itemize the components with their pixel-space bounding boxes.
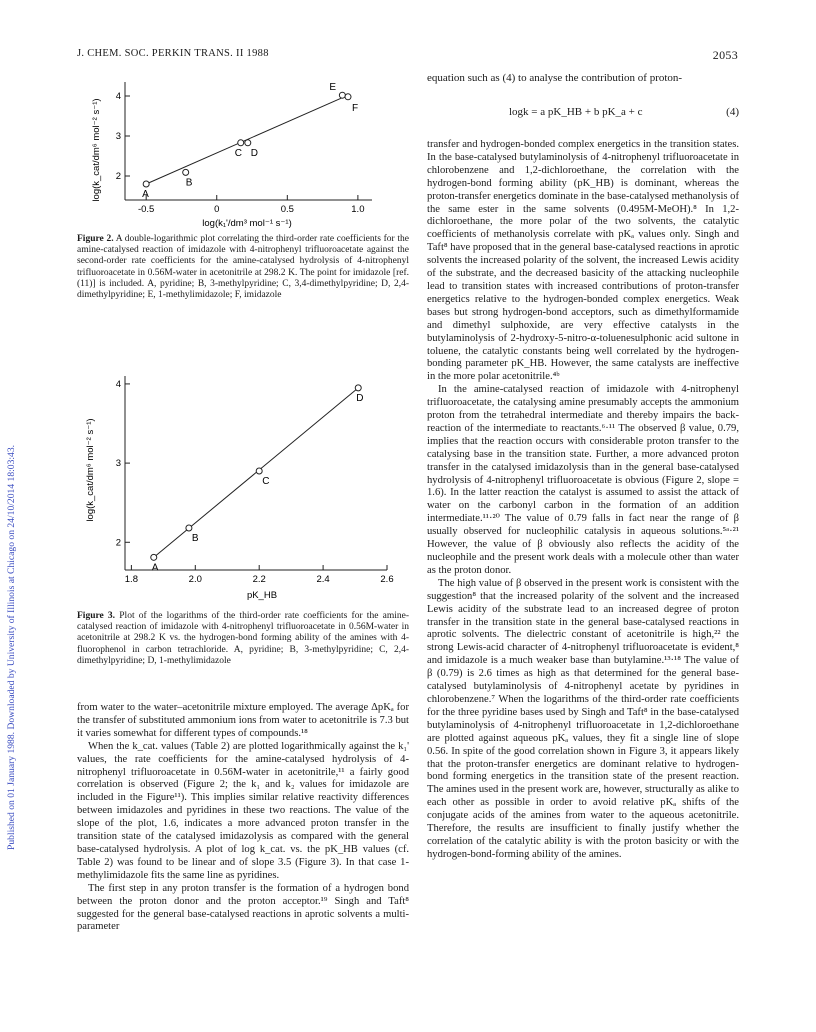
data-point-b bbox=[183, 169, 189, 175]
x-tick-label: 2.2 bbox=[252, 574, 266, 585]
data-point-a bbox=[143, 181, 149, 187]
x-tick-label: -0.5 bbox=[137, 204, 155, 215]
paragraph: In the amine-catalysed reaction of imidazole with 4-nitrophenyl trifluoroacetate, the catalysing amine presumably accepts the ammonium proton from the tetrahedral intermediate and thereby impairs the back-reaction of the intermediate to reactants.⁶·¹¹ The observed β value, 0.79, implies that the reaction occurs with considerable proton transfer to the catalysing base in the transition state. Further, a more advanced proton transfer in the catalysed imidazolysis than in the general base-catalysed hydrolysis of 4-nitrophenyl trifluoroacetate is obvious (Figure 2, slope = 1.6). In the latter reaction the catalyst is assumed to assist the attack of water on the carbonyl carbon in the formation of an addition intermediate.¹¹·²⁰ The value of 0.79 falls in fact near the range of β usually observed for nucleophilic catalysis in aqueous solutions.⁵ᵃ·²¹ However, the value of β obviously also reflects the acidity of the nucleophile and the present work deals with a molecule other than water as the proton donor. bbox=[427, 384, 739, 576]
equation-lead: equation such as (4) to analyse the contribution of proton- bbox=[427, 72, 683, 84]
point-label-a: A bbox=[142, 189, 149, 200]
fit-line bbox=[154, 388, 358, 557]
data-point-a bbox=[151, 554, 157, 560]
equation-formula: logk = a pK_HB + b pK_a + c bbox=[509, 106, 643, 118]
data-point-c bbox=[238, 140, 244, 146]
data-point-d bbox=[245, 140, 251, 146]
x-tick-label: 0 bbox=[214, 204, 220, 215]
point-label-a: A bbox=[151, 562, 159, 574]
point-label-d: D bbox=[250, 147, 259, 159]
paragraph: The first step in any proton transfer is the formation of a hydrogen bond between the proton donor and the proton acceptor.¹⁹ Singh and Taft⁸ suggested for the general base-catalysed reactions in aprotic solvents a multi-parameter bbox=[77, 882, 409, 933]
data-point-c bbox=[256, 468, 262, 474]
figure-3-caption-text: Plot of the logarithms of the third-order rate coefficients for the amine-catalysed reaction of imidazole with 4-nitrophenyl trifluoroacetate in 0.56M-water in acetonitrile at 298.2 K vs. the hydrogen-bond forming ability of the amines with 4-fluorophenol in carbon tetrachloride. A, pyridine; B, 3-methylpyridine; C, 2,4-dimethylpyridine; D, 1-methylimidazole bbox=[77, 611, 409, 666]
figure-2-ylabel: log(k_cat/dm⁶ mol⁻² s⁻¹) bbox=[91, 98, 102, 202]
data-point-e bbox=[339, 92, 345, 98]
y-tick-label: 4 bbox=[115, 91, 121, 102]
paragraph: transfer and hydrogen-bonded complex energetics in the transition states. In the base-catalysed butylaminolysis of 4-nitrophenyl trifluoroacetate in chlorobenzene and 1,2-dichloroethane, the correlation with the hydrogen-bond forming ability (pK_HB) is dominant, whereas the proton-transfer energetics dominate in the base-catalysed methanolysis of the same ester in the same solvents (0.495M-MeOH).⁸ In 1,2-dichloroethane, the more polar of the two solvents, the catalytic coefficients of methanolysis correlate with pKₐ values only. Singh and Taft⁸ have proposed that in the general base-catalysed reactions in aprotic solvents the increased polarity of the solvent, the increased Lewis acidity of the substrate, and the decreased basicity of the attacking nucleophile lead to transition states with increased contributions of proton-transfer energetics relative to the hydrogen-bonded complex energetics. Weak bases but strong hydrogen-bond acceptors, such as dimethylformamide and dimethyl sulphoxide, are very effective catalysts in the butylaminolysis of 2-hydroxy-5-nitro-α-toluenesulphonic acid sultone in toluene, the catalytic constants being well correlated by the hydrogen-bonding parameter pK_HB. However, the same catalysts are ineffective in the more polar acetonitrile.⁴ᵇ bbox=[427, 139, 739, 383]
x-tick-label: 1.0 bbox=[351, 204, 365, 215]
figure-3-caption bbox=[77, 611, 409, 667]
y-tick-label: 3 bbox=[115, 131, 121, 142]
x-tick-label: 1.8 bbox=[124, 574, 138, 585]
y-tick-label: 3 bbox=[115, 458, 121, 470]
figure-3-caption-label: Figure 3. bbox=[77, 611, 116, 621]
x-tick-label: 2.0 bbox=[188, 574, 202, 585]
paragraph: When the k_cat. values (Table 2) are plotted logarithmically against the k₁' values, the rate coefficients for the amine-catalysed hydrolysis of 4-nitrophenyl trifluoroacetate in 0.56M-water in acetonitrile,¹¹ a fairly good correlation is observed (Figure 2; the k₁ and k₂ values for imidazole are included in the Figure¹¹). This implies similar relative reactivity differences between imidazoles and pyridines in these two reactions. The value of the slope of the plot, 1.6, indicates a more advanced proton transfer in the transition state of the catalysed imidazolysis as compared with the general base-catalysed hydrolysis. A plot of log k_cat. vs. the pK_HB values (cf. Table 2) was found to be linear and of slope 3.5 (Figure 3). In that case 1-methylimidazole fits the same line as pyridines. bbox=[77, 740, 409, 881]
point-label-b: B bbox=[191, 533, 199, 545]
x-tick-label: 2.6 bbox=[380, 574, 394, 585]
figure-2-xlabel: log(k₁'/dm³ mol⁻¹ s⁻¹) bbox=[202, 218, 292, 229]
point-label-c: C bbox=[234, 147, 242, 159]
figure-2-caption-label: Figure 2. bbox=[77, 234, 114, 244]
page-number: 2053 bbox=[712, 48, 738, 62]
x-tick-label: 0.5 bbox=[280, 204, 294, 215]
equation-number: (4) bbox=[726, 106, 739, 118]
point-label-b: B bbox=[185, 177, 193, 189]
running-header: J. CHEM. SOC. PERKIN TRANS. II 1988 bbox=[77, 48, 269, 59]
publication-sidebar-link[interactable]: Published on 01 January 1988. Downloaded by University of Illinois at Chicago on 24/10/2014 18:03:43. bbox=[6, 444, 17, 850]
paragraph: The high value of β observed in the present work is consistent with the suggestion⁸ that the increased polarity of the solvent and the increased Lewis acidity of the substrate lead to an increased degree of proton transfer in the transition state in the general base-catalysed reactions in aprotic solvents. The dielectric constant of acetonitrile is high,²² the strong Lewis-acid character of 4-nitrophenyl trifluoroacetate is evident,⁸ and imidazole is a much weaker base than butylamine.¹³·¹⁸ The value of β (0.79) is 2.6 times as high as that determined for the general base-catalysed butylaminolysis of 4-nitrophenyl acetate by pyridines in chlorobenzene.⁷ When the logarithms of the third-order rate coefficients for the three pyridine bases used by Singh and Taft⁸ in the base-catalysed butylaminolysis of 4-nitrophenyl trifluoroacetate in 1,2-dichloroethane are plotted against aqueous pKₐ values, they fit a single line of slope 0.56. In spite of the good correlation shown in Figure 3, it appears likely that the proton-transfer energetics are dominant relative to hydrogen-bond forming energetics in the transition state of the present reaction. The amines used in the present work are, however, structurally as alike to each other as possible in order to avoid relative pKₐ shifts of the conjugate acids of the amines from water to the aqueous acetonitrile. Therefore, the results are insufficient to finally justify whether the correlation of the catalytic ability is with the proton basicity or with the hydrogen-bond-forming ability of the amines. bbox=[427, 577, 739, 860]
x-tick-label: 2.4 bbox=[316, 574, 330, 585]
left-column-text bbox=[77, 702, 409, 934]
figure-2-chart bbox=[77, 72, 377, 232]
point-label-c: C bbox=[262, 476, 270, 488]
right-column-text bbox=[427, 139, 739, 862]
y-tick-label: 2 bbox=[115, 537, 121, 549]
figure-3-chart bbox=[77, 368, 407, 602]
data-point-d bbox=[355, 385, 361, 391]
point-label-e: E bbox=[329, 82, 337, 94]
data-point-f bbox=[345, 94, 351, 100]
paragraph: from water to the water–acetonitrile mixture employed. The average ΔpKₐ for the transfer of substituted ammonium ions from water to acetonitrile is 7.3 but it varies somewhat for different types of compounds.¹⁸ bbox=[77, 702, 409, 739]
figure-2-caption-text: A double-logarithmic plot correlating the third-order rate coefficients for the amine-catalysed reaction of imidazole with 4-nitrophenyl trifluoroacetate against the second-order rate coefficients for the amine-catalysed hydrolysis of 4-nitrophenyl trifluoroacetate in 0.56M-water in acetonitrile at 298.2 K. The point for imidazole [ref. (11)] is included. A, pyridine; B, 3-methylpyridine; C, 3,4-dimethylpyridine; D, 2,4-dimethylpyridine; E, 1-methylimidazole; F, imidazole bbox=[77, 234, 409, 301]
figure-2-caption bbox=[77, 234, 409, 301]
point-label-d: D bbox=[356, 392, 364, 404]
figure-3-ylabel: log(k_cat/dm⁶ mol⁻² s⁻¹) bbox=[85, 418, 96, 522]
publication-sidebar bbox=[6, 160, 20, 850]
y-tick-label: 4 bbox=[115, 378, 121, 390]
figure-3-xlabel: pK_HB bbox=[246, 590, 278, 601]
data-point-b bbox=[186, 525, 192, 531]
y-tick-label: 2 bbox=[115, 171, 121, 182]
point-label-f: F bbox=[352, 102, 359, 114]
